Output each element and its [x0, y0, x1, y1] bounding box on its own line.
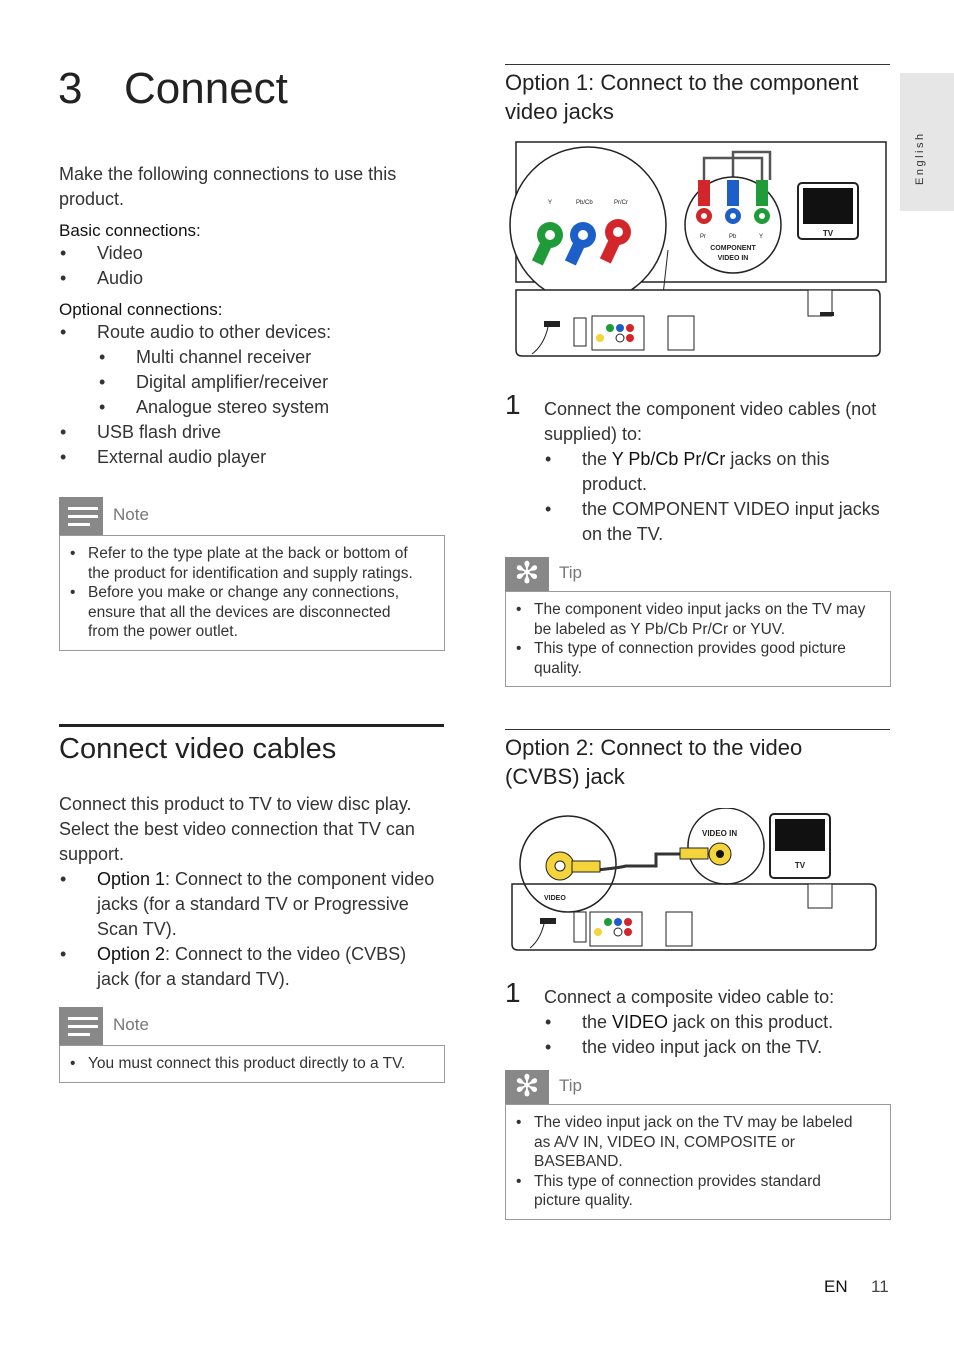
step-number: 1	[505, 389, 521, 420]
tv-icon	[770, 814, 830, 878]
chapter-title: Connect	[124, 64, 288, 113]
option1-rule	[505, 64, 890, 65]
step-text: Connect the component video cables (not supplied) to:	[544, 399, 877, 444]
note-content	[59, 1045, 445, 1083]
tv-jack-label-pb: Pb	[729, 234, 737, 240]
video-section-body	[59, 792, 441, 992]
sparkle-icon: ✻	[505, 1070, 549, 1104]
list-item: • USB flash drive	[97, 420, 439, 445]
list-item	[582, 1010, 884, 1035]
note-item: • Refer to the type plate at the back or bottom of the product for identification and supply ratings.	[88, 544, 424, 583]
tip-box-2	[505, 1070, 891, 1220]
list-item	[582, 447, 884, 497]
option2-text: : Connect to the video (CVBS) jack (for a standard TV).	[97, 944, 407, 989]
tip-item: • This type of connection provides standard picture quality.	[534, 1172, 870, 1211]
list-item	[97, 942, 441, 992]
tip-header	[505, 557, 891, 591]
step-text: Connect a composite video cable to:	[544, 987, 835, 1007]
tv-red-jack	[696, 180, 712, 224]
plug-label-y: Y	[548, 200, 553, 206]
list-item: • the video input jack on the TV.	[582, 1035, 884, 1060]
optional-connections-list	[59, 320, 439, 470]
list-item: • Digital amplifier/receiver	[136, 370, 439, 395]
option2-rule	[505, 729, 890, 730]
option2-step-list	[544, 1010, 884, 1060]
note-item: • Before you make or change any connections, ensure that all the devices are disconnected from the power outlet.	[88, 583, 424, 642]
list-item: • External audio player	[97, 445, 439, 470]
composite-connection-diagram	[508, 808, 883, 958]
intro-block	[59, 162, 439, 470]
tip-content	[505, 591, 891, 687]
tv-input-label: VIDEO IN	[717, 255, 749, 262]
option1-title: Option 1: Connect to the component video jacks	[505, 70, 859, 124]
tip-header	[505, 1070, 891, 1104]
product-back-panel	[516, 290, 880, 356]
plug-label-pr: Pr/Cr	[614, 200, 628, 206]
option1-label: Option 1	[97, 869, 166, 889]
tip-label: Tip	[559, 563, 582, 582]
optional-connections-heading: Optional connections:	[59, 300, 223, 319]
note-box-2	[59, 1007, 445, 1083]
tip-box-1	[505, 557, 891, 687]
tv-input-label: COMPONENT	[710, 245, 756, 252]
tv-jack-label-y: Y	[759, 234, 764, 240]
basic-connections-heading: Basic connections:	[59, 221, 201, 240]
note-item: • You must connect this product directly to a TV.	[88, 1054, 424, 1074]
language-tab	[900, 73, 954, 211]
route-audio-label: Route audio to other devices:	[97, 322, 332, 342]
text-run: jacks on this product.	[582, 449, 830, 494]
option1-step-list	[544, 447, 884, 547]
note-header	[59, 1007, 445, 1045]
section-rule	[59, 724, 444, 727]
tv-label: TV	[822, 229, 834, 238]
list-item	[97, 867, 441, 942]
page-number: 11	[871, 1277, 889, 1296]
language-tab-label: English	[914, 131, 926, 185]
step-number: 1	[505, 977, 521, 1008]
jack-name: Y Pb/Cb Pr/Cr	[611, 449, 726, 469]
note-icon	[59, 1007, 103, 1045]
component-connection-diagram	[508, 140, 888, 365]
product-jack-label: VIDEO	[544, 895, 566, 902]
intro-text: Make the following connections to use this product.	[59, 164, 397, 209]
footer-language: EN	[824, 1277, 848, 1296]
chapter-number: 3	[58, 64, 83, 113]
tip-content	[505, 1104, 891, 1220]
text-run: the	[582, 449, 612, 469]
chapter-heading	[58, 64, 288, 114]
tv-icon	[798, 183, 858, 239]
video-section-text: Connect this product to TV to view disc play. Select the best video connection that TV can support.	[59, 794, 415, 864]
tip-item: • This type of connection provides good picture quality.	[534, 639, 870, 678]
sparkle-icon: ✻	[505, 557, 549, 591]
tip-item: • The component video input jacks on the TV may be labeled as Y Pb/Cb Pr/Cr or YUV.	[534, 600, 870, 639]
option1-text: : Connect to the component video jacks (for a standard TV or Progressive Scan TV).	[97, 869, 435, 939]
plug-label-pb: Pb/Cb	[576, 200, 593, 206]
note-box-1	[59, 497, 445, 651]
tv-label: TV	[794, 861, 806, 870]
option2-step	[544, 985, 884, 1060]
list-item: • Analogue stereo system	[136, 395, 439, 420]
option1-step	[544, 397, 884, 547]
text-run: the	[582, 1012, 613, 1032]
cable-line	[733, 152, 770, 180]
tip-item: • The video input jack on the TV may be labeled as A/V IN, VIDEO IN, COMPOSITE or BASEBAND.	[534, 1113, 870, 1172]
list-item: • Multi channel receiver	[136, 345, 439, 370]
tv-blue-jack	[725, 180, 741, 224]
jack-name: VIDEO	[612, 1012, 669, 1032]
text-run: jack on this product.	[668, 1012, 834, 1032]
list-item	[97, 320, 439, 420]
tv-jack-label-pr: Pr	[700, 234, 706, 240]
note-content	[59, 535, 445, 651]
option2-title: Option 2: Connect to the video (CVBS) jack	[505, 735, 803, 789]
route-audio-sublist	[97, 345, 439, 420]
note-icon	[59, 497, 103, 535]
video-options-list	[59, 867, 441, 992]
tv-green-jack	[754, 180, 770, 224]
note-label: Note	[113, 505, 149, 524]
list-item: • Audio	[97, 266, 439, 291]
option2-label: Option 2	[97, 944, 166, 964]
list-item: • Video	[97, 241, 439, 266]
section-title: Connect video cables	[59, 733, 337, 765]
note-label: Note	[113, 1015, 149, 1034]
tip-label: Tip	[559, 1076, 582, 1095]
basic-connections-list	[59, 241, 439, 291]
tv-input-label: VIDEO IN	[702, 829, 738, 838]
list-item: • the COMPONENT VIDEO input jacks on the TV.	[582, 497, 884, 547]
note-header	[59, 497, 445, 535]
